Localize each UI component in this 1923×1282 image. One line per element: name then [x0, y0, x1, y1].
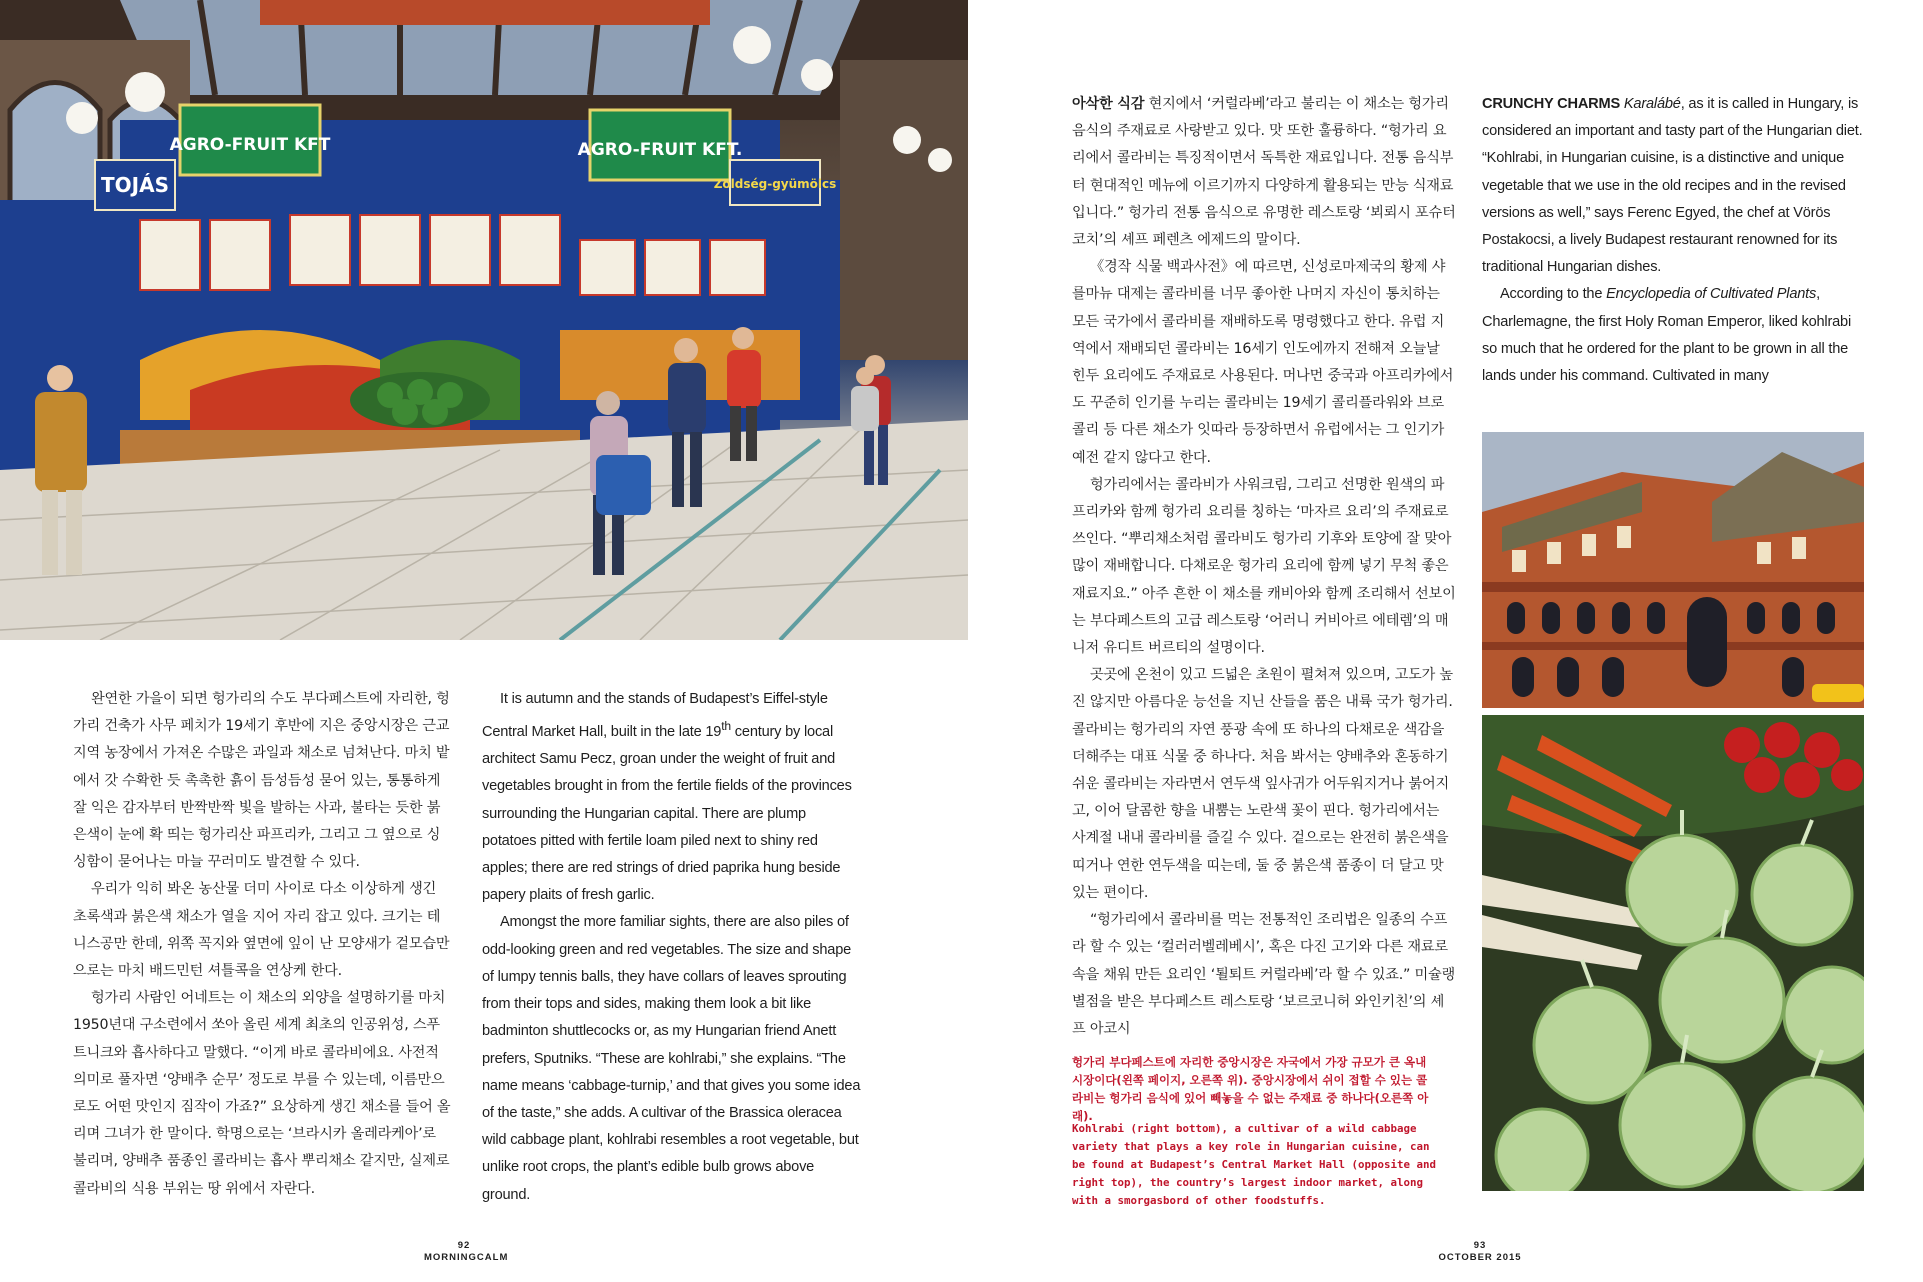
korean-paragraph: [1072, 91, 1456, 254]
page-number: 92: [457, 1240, 471, 1251]
english-paragraph: [482, 686, 862, 909]
paragraph-text: century by local architect Samu Pecz, groan under the weight of fruit and vegetables brought in from the fertile fields of the provinces surrounding the Hungarian capital. There are plump potatoes pitted with fertile loam piled next to shiny red apples; there are red strings of dried paprika hung beside papery plaits of fresh garlic.: [482, 724, 852, 904]
korean-paragraph: 《경작 식물 백과사전》에 따르면, 신성로마제국의 황제 샤를마뉴 대제는 콜라비를 너무 좋아한 나머지 자신이 통치하는 모든 국가에서 콜라비를 재배하도록 명령했다고 한다. 유럽 지역에서 재배되던 콜라비는 16세기 인도에까지 전해져 오늘날 힌두 요리에도 주재료로 사용된다. 머나먼 중국과 아프리카에서도 꾸준히 인기를 누리는 콜라비는 19세기 콜리플라워와 브로콜리 등 다른 채소가 잇따라 등장하면서 유럽에서는 그 인기가 예전 같지 않다고 한다.: [1072, 259, 1454, 466]
paragraph-text: It is autumn and the stands of Budapest’s Eiffel-style Central Market Hall, built in the late 19: [482, 691, 828, 741]
magazine-name: MORNINGCALM: [424, 1252, 509, 1263]
sign-agro-left: AGRO-FRUIT KFT: [169, 135, 331, 155]
folio-left: [424, 1240, 509, 1264]
english-paragraph: [1482, 281, 1868, 390]
paragraph-text: , as it is called in Hungary, is considered an important and tasty part of the Hungarian diet. “Kohlrabi, in Hungarian cuisine, is a distinctive and unique vegetable that we use in the old recipes and in the revised versions as well,” says Ferenc Egyed, the chef at Vörös Postakocsi, a lively Budapest restaurant renowned for its traditional Hungarian dishes.: [1482, 96, 1863, 276]
right-korean-column: [1072, 91, 1456, 1043]
book-title: Encyclopedia of Cultivated Plants: [1606, 286, 1817, 303]
left-english-column: [482, 686, 862, 1209]
korean-paragraph: 우리가 익히 봐온 농산물 더미 사이로 다소 이상하게 생긴 초록색과 붉은색 채소가 열을 지어 자리 잡고 있다. 크기는 테니스공만 한데, 위쪽 꼭지와 옆면에 잎이 난 모양새가 겉모습만으로는 마치 배드민턴 셔틀콕을 연상케 한다.: [73, 881, 450, 980]
sign-tojas: TOJÁS: [101, 173, 169, 197]
photo-caption-korean: 헝가리 부다페스트에 자리한 중앙시장은 자국에서 가장 규모가 큰 옥내 시장이다(왼쪽 페이지, 오른쪽 위). 중앙시장에서 쉬이 접할 수 있는 콜라비는 헝가리 음식에 있어 빼놓을 수 없는 주재료 중 하나다(오른쪽 아래).: [1072, 1055, 1429, 1123]
korean-paragraph: “헝가리에서 콜라비를 먹는 전통적인 조리법은 일종의 수프라 할 수 있는 ‘컬러러벨레베시’, 혹은 다진 고기와 다른 재료로 속을 채워 만든 요리인 ‘퇼퇴트 커럴라베’라 할 수 있죠.” 미슐랭 별점을 받은 부다페스트 레스토랑 ‘보르코니허 와인키친’의 셰프 아코시: [1072, 912, 1455, 1037]
kohlrabi-photo: [1482, 715, 1864, 1191]
market-hall-illustration: [0, 0, 968, 640]
section-lead: 아삭한 식감: [1072, 96, 1145, 112]
issue-date: OCTOBER 2015: [1438, 1252, 1522, 1263]
english-paragraph: [1482, 91, 1868, 281]
paragraph-text: 현지에서 ‘커럴라베’라고 불리는 이 채소는 헝가리 음식의 주재료로 사랑받고 있다. 맛 또한 훌륭하다. “헝가리 요리에서 콜라비는 특징적이면서 독특한 재료입니다. 전통 음식부터 현대적인 메뉴에 이르기까지 다양하게 활용되는 만능 식재료입니다.” 헝가리 전통 음식으로 유명한 레스토랑 ‘뵈뢰시 포슈터코치’의 셰프 페렌츠 에제드의 말이다.: [1072, 96, 1456, 249]
page-number: 93: [1473, 1240, 1487, 1251]
english-paragraph: Amongst the more familiar sights, there are also piles of odd-looking green and red vegetables. The size and shape of lumpy tennis balls, they have collars of leaves sprouting from their tops and sides, making them look a bit like badminton shuttlecocks or, as my Hungarian friend Anett prefers, Sputniks. “These are kohlrabi,” she explains. “The name means ‘cabbage-turnip,’ and that gives you some idea of the taste,” she adds. A cultivar of the Brassica oleracea wild cabbage plant, kohlrabi resembles a root vegetable, but unlike root crops, the plant’s edible bulb grows above ground.: [482, 914, 861, 1203]
right-english-column: [1482, 91, 1868, 390]
hall-exterior-illustration: [1482, 432, 1864, 708]
korean-paragraph: 헝가리에서는 콜라비가 사워크림, 그리고 선명한 원색의 파프리카와 함께 헝가리 요리를 칭하는 ‘마자르 요리’의 주재료로 쓰인다. “뿌리채소처럼 콜라비도 헝가리 기후와 토양에 잘 맞아 많이 재배합니다. 다채로운 헝가리 요리에 함께 넣기 무척 좋은 재료지요.” 아주 흔한 이 채소를 캐비아와 함께 조리해서 선보이는 부다페스트의 고급 레스토랑 ‘어러니 커비아르 에테렘’의 매니저 유디트 버르티의 설명이다.: [1072, 476, 1456, 657]
korean-paragraph: 완연한 가을이 되면 헝가리의 수도 부다페스트에 자리한, 헝가리 건축가 사무 페치가 19세기 후반에 지은 중앙시장은 근교 지역 농장에서 가져온 수많은 과일과 채소로 넘쳐난다. 마치 밭에서 갓 수확한 듯 촉촉한 흙이 듬성듬성 묻어 있는, 통통하게 잘 익은 감자부터 반짝반짝 빛을 발하는 사과, 불타는 듯한 붉은색이 눈에 확 띄는 헝가리산 파프리카, 그리고 그 옆으로 싱싱함이 묻어나는 마늘 꾸러미도 발견할 수 있다.: [73, 691, 450, 871]
kohlrabi-illustration: [1482, 715, 1864, 1191]
folio-right: [1420, 1240, 1540, 1264]
korean-paragraph: 헝가리 사람인 어네트는 이 채소의 외양을 설명하기를 마치 1950년대 구소련에서 쏘아 올린 세계 최초의 인공위성, 스푸트니크와 흡사하다고 말했다. “이게 바로 콜라비에요. 사전적 의미로 풀자면 ‘양배추 순무’ 정도로 부를 수 있는데, 이름만으로도 어떤 맛인지 짐작이 가죠?” 요상하게 생긴 채소를 들어 올리며 그녀가 한 말이다. 학명으로는 ‘브라시카 올레라케아’로 불리며, 양배추 품종인 콜라비는 흡사 뿌리채소 같지만, 실제로 콜라비의 식용 부위는 땅 위에서 자란다.: [73, 990, 451, 1197]
korean-paragraph: 곳곳에 온천이 있고 드넓은 초원이 펼쳐져 있으며, 고도가 높진 않지만 아름다운 능선을 지닌 산들을 품은 내륙 국가 헝가리. 콜라비는 헝가리의 자연 풍광 속에 또 하나의 다채로운 색감을 더해주는 대표 식물 중 하나다. 처음 봐서는 양배추와 혼동하기 쉬운 콜라비는 자라면서 연두색 잎사귀가 어두워지거나 붉어지고, 이어 달콤한 향을 내뿜는 노란색 꽃이 핀다. 헝가리에서는 사계절 내내 콜라비를 즐길 수 있다. 겉으로는 완전히 붉은색을 띠거나 연한 연두색을 띠는데, 둘 중 붉은색 품종이 더 달고 맛있는 편이다.: [1072, 667, 1453, 901]
market-hall-exterior-photo: [1482, 432, 1864, 708]
paragraph-text: , Charlemagne, the first Holy Roman Emperor, liked kohlrabi so much that he ordered for the plant to be grown in all the lands under his command. Cultivated in many: [1482, 286, 1852, 385]
left-korean-column: [73, 686, 451, 1203]
paragraph-text: According to the: [1500, 286, 1607, 303]
section-lead: CRUNCHY CHARMS: [1482, 96, 1621, 112]
ordinal-suffix: th: [721, 719, 731, 734]
sign-agro-right: AGRO-FRUIT KFT.: [577, 140, 743, 160]
market-hall-photo: [0, 0, 968, 640]
photo-caption-english: Kohlrabi (right bottom), a cultivar of a wild cabbage variety that plays a key role in Hungarian cuisine, can be found at Budapest’s Central Market Hall (opposite and right top), the country’s largest indoor market, along with a smorgasbord of other foodstuffs.: [1072, 1122, 1437, 1207]
sign-zoldseg: Zöldség-gyümölcs: [713, 177, 837, 191]
italic-term: Karalábé: [1623, 96, 1681, 112]
